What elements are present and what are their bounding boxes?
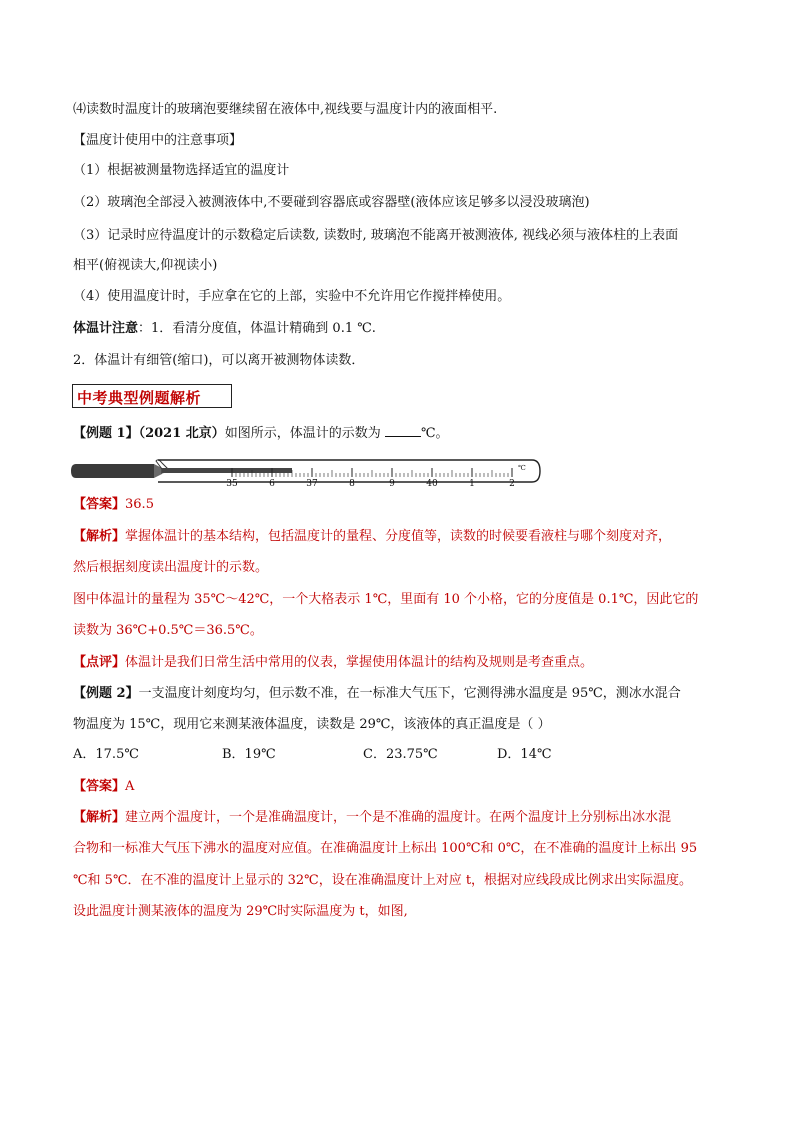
option-a: A．17.5℃: [73, 747, 139, 762]
comment-text: 体温计是我们日常生活中常用的仪表，掌握使用体温计的结构及规则是考查重点。: [125, 655, 594, 670]
comment-tag: 【点评】: [73, 655, 126, 670]
scale-label: 6: [269, 479, 275, 487]
example2-answer-value: A: [125, 779, 135, 794]
tip-item-2: （2）玻璃泡全部浸入被测液体中,不要碰到容器底或容器壁(液体应该足够多以浸没玻璃泡): [73, 195, 590, 210]
answer-value: 36.5: [125, 497, 154, 512]
tip-item-1: （1）根据被测量物选择适宜的温度计: [73, 163, 290, 178]
example2-tag: 【例题 2】: [73, 686, 139, 701]
scale-label: 8: [349, 479, 355, 487]
example2-analysis-tag: 【解析】: [73, 810, 126, 825]
section-heading-text: 中考典型例题解析: [77, 389, 202, 407]
scale-label: 40: [426, 479, 438, 487]
example1-analysis-4: 读数为 36℃+0.5℃＝36.5℃。: [73, 623, 263, 638]
example2-q1: 一支温度计刻度均匀，但示数不准，在一标准大气压下，它测得沸水温度是 95℃，测冰水混合: [138, 686, 681, 701]
thermometer-bulb-end: [71, 464, 154, 478]
scale-label: 37: [306, 479, 318, 487]
example2-analysis-text-1: 建立两个温度计，一个是准确温度计，一个是不准确的温度计。在两个温度计上分别标出冰水混: [125, 810, 672, 825]
scale-label: 9: [389, 479, 395, 487]
analysis-tag: 【解析】: [73, 529, 126, 544]
example1-unit: ℃。: [420, 426, 449, 441]
tip-item-4: （4）使用温度计时，手应拿在它的上部，实验中不允许用它作搅拌棒使用。: [73, 289, 511, 304]
analysis-text-1: 掌握体温计的基本结构，包括温度计的量程、分度值等，读数的时候要看液柱与哪个刻度对齐，: [125, 529, 672, 544]
tip-item-3a: （3）记录时应待温度计的示数稳定后读数, 读数时, 玻璃泡不能离开被测液体, 视线必须与液体柱的上表面: [73, 228, 679, 243]
scale-label: 1: [469, 479, 475, 487]
example1-answer: [73, 496, 154, 514]
example2-question-1: [73, 685, 681, 703]
example1-source: （2021 北京）: [138, 426, 225, 441]
tips-title: 【温度计使用中的注意事项】: [73, 133, 243, 148]
example2-answer-tag: 【答案】: [73, 779, 126, 794]
answer-blank: [385, 424, 421, 437]
tip-item-3b: 相平(俯视读大,仰视读小): [73, 258, 218, 273]
example1-question-text: 如图所示，体温计的示数为: [224, 426, 381, 441]
example1-analysis-2: 然后根据刻度读出温度计的示数。: [73, 560, 269, 575]
option-d: D．14℃: [497, 747, 552, 762]
option-b: B．19℃: [222, 747, 276, 762]
thermometer-neck: [154, 464, 162, 478]
clinical-rest: ：1．看清分度值，体温计精确到 0.1 ℃.: [138, 321, 376, 336]
tip-line-4: ⑷读数时温度计的玻璃泡要继续留在液体中,视线要与温度计内的液面相平.: [73, 102, 498, 117]
clinical-note: [73, 320, 376, 338]
thermometer-figure: [70, 455, 550, 487]
clinical-label: 体温计注意: [73, 321, 139, 336]
example1-analysis-3: 图中体温计的量程为 35℃～42℃，一个大格表示 1℃，里面有 10 个小格，它的分度值是 0.1℃，因此它的: [73, 592, 699, 607]
example1-analysis-1: [73, 528, 671, 546]
example1-question: [73, 424, 449, 443]
example1-comment: [73, 654, 593, 672]
example2-analysis-2: 合物和一标准大气压下沸水的温度对应值。在准确温度计上标出 100℃和 0℃，在不准确的温度计上标出 95: [73, 841, 698, 856]
scale-label: 35: [226, 479, 238, 487]
example2-analysis-1: [73, 809, 671, 827]
example2-question-2: 物温度为 15℃，现用它来测某液体温度，读数是 29℃，该液体的真正温度是（ ）: [73, 717, 551, 732]
clinical-line-2: 2．体温计有细管(缩口)，可以离开被测物体读数．: [73, 353, 365, 368]
thermometer-labels: [226, 479, 515, 487]
scale-label: 2: [509, 479, 515, 487]
thermometer-unit: ℃: [518, 464, 526, 472]
option-c: C．23.75℃: [363, 747, 438, 762]
example1-tag: 【例题 1】: [73, 426, 139, 441]
example2-answer: [73, 778, 134, 796]
example2-analysis-4: 设此温度计测某液体的温度为 29℃时实际温度为 t，如图,: [73, 904, 408, 919]
example2-analysis-3: ℃和 5℃．在不准的温度计上显示的 32℃，设在准确温度计上对应 t，根据对应线段成比例求出实际温度。: [73, 873, 693, 888]
section-heading: [72, 384, 232, 408]
answer-tag: 【答案】: [73, 497, 126, 512]
